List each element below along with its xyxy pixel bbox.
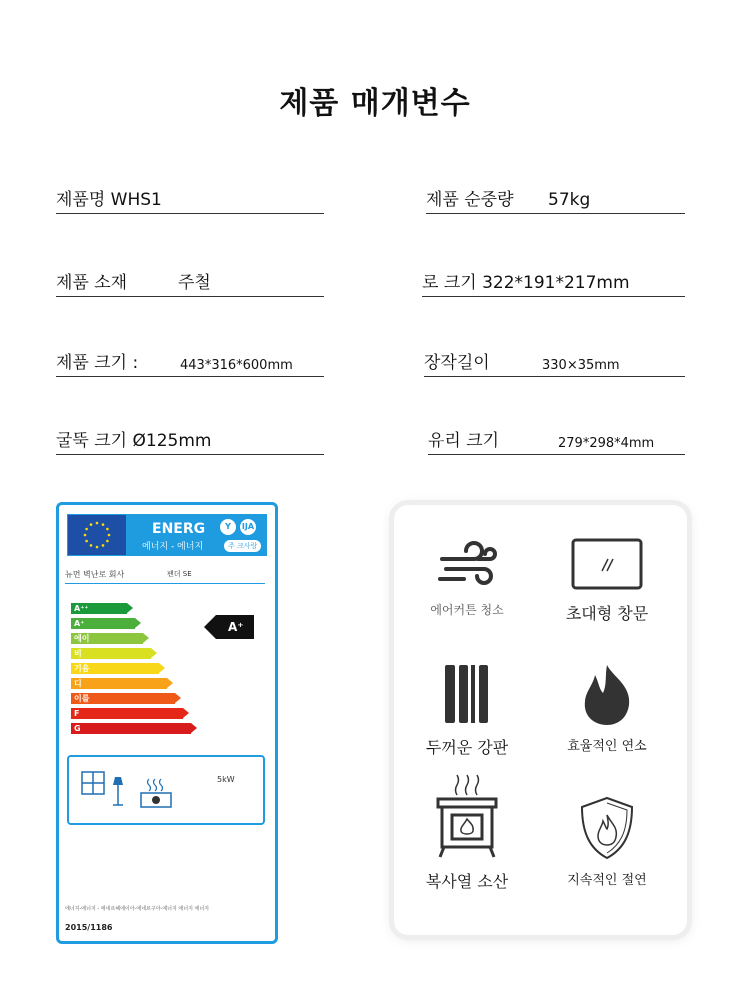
spec-material — [56, 260, 324, 297]
energy-label-model: 팬더 SE — [167, 570, 192, 578]
large-window-icon — [570, 537, 644, 593]
stove-radiant-icon — [432, 773, 502, 861]
spec-product-size-key: 제품 크기 : — [56, 353, 139, 373]
energy-class-bar: 기음 — [71, 663, 159, 674]
spec-glass-size-value: 279*298*4mm — [558, 436, 655, 451]
energy-label-supplier: 뉴먼 벽난로 회사 — [65, 570, 125, 579]
spec-furnace-size-text: 로 크기 322*191*217mm — [422, 273, 630, 293]
energy-label — [56, 502, 278, 944]
spec-wood-length — [424, 340, 685, 377]
spec-wood-length-value: 330×35mm — [542, 358, 620, 373]
spec-net-weight-value: 57kg — [548, 190, 591, 210]
energy-class-bar: F — [71, 708, 183, 719]
page-title: 제품 매개변수 — [279, 86, 471, 121]
spec-furnace-size — [422, 260, 685, 297]
feature-large-window — [534, 537, 680, 624]
air-curtain-icon — [436, 537, 498, 593]
spec-product-size — [56, 340, 324, 377]
energy-class-bar: 이를 — [71, 693, 175, 704]
energy-label-title: ENERG — [152, 521, 206, 537]
feature-label: 두꺼운 강판 — [425, 738, 509, 757]
energy-class-bar: A⁺ — [71, 618, 135, 629]
feature-label: 효율적인 연소 — [567, 739, 647, 754]
spec-glass-size — [428, 418, 685, 455]
spec-product-name-text: 제품명 WHS1 — [56, 190, 162, 210]
heating-icons — [79, 769, 189, 817]
spec-chimney-size — [56, 418, 324, 455]
energy-class-bar: 비 — [71, 648, 151, 659]
energy-label-pill: 주 크사랑 — [224, 540, 261, 552]
insulation-shield-icon — [576, 795, 638, 861]
feature-label: 에어커튼 청소 — [430, 603, 504, 617]
feature-thick-steel — [394, 663, 540, 758]
thick-steel-icon — [441, 663, 493, 727]
energy-label-divider — [65, 583, 265, 584]
spec-net-weight-key: 제품 순중량 — [426, 190, 514, 210]
energy-class-bar: 에이 — [71, 633, 143, 644]
flame-icon — [577, 663, 637, 727]
spec-product-name — [56, 177, 324, 214]
spec-product-size-value: 443*316*600mm — [180, 358, 293, 373]
energy-label-circle-y: Y — [220, 519, 236, 535]
spec-material-key: 제품 소재 — [56, 273, 128, 293]
energy-label-info-box — [67, 755, 265, 825]
feature-continuous-insulation — [534, 795, 680, 888]
feature-label: 복사열 소산 — [425, 872, 509, 891]
spec-glass-size-key: 유리 크기 — [428, 431, 500, 451]
feature-label: 지속적인 절연 — [567, 873, 647, 888]
feature-radiant-heat — [394, 773, 540, 892]
energy-label-circle-ija: IJA — [240, 519, 256, 535]
spec-wood-length-key: 장작길이 — [424, 353, 490, 373]
energy-label-regulation: 2015/1186 — [65, 923, 113, 932]
energy-class-bar: A⁺⁺ — [71, 603, 127, 614]
feature-label: 초대형 창문 — [565, 604, 649, 623]
feature-card — [394, 505, 687, 935]
eu-flag-icon — [68, 515, 126, 555]
feature-air-curtain — [394, 537, 540, 618]
energy-class-bar: 디 — [71, 678, 167, 689]
energy-label-subtitle: 에너지 - 에너지 — [142, 542, 204, 552]
spec-chimney-size-text: 굴뚝 크기 Ø125mm — [56, 431, 212, 451]
feature-efficient-combustion — [534, 663, 680, 754]
energy-label-footer: 에너지-에너지 - 에네르헤에이아-에네르구아-에너지 에너지 에너지 — [65, 906, 209, 912]
energy-label-power: 5kW — [217, 775, 235, 784]
spec-net-weight — [426, 177, 685, 214]
energy-class-bar: G — [71, 723, 191, 734]
energy-rating-badge: A⁺ — [216, 615, 254, 639]
spec-material-value: 주철 — [178, 273, 211, 293]
energy-label-header — [67, 514, 267, 556]
